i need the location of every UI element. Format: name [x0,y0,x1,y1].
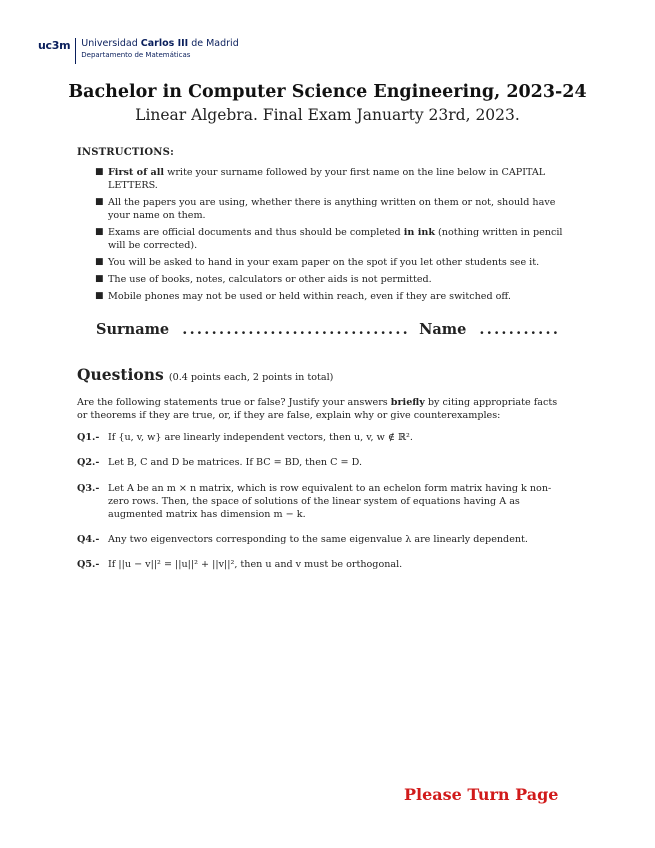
department-name: Departamento de Matemáticas [81,51,191,59]
bullet-icon: ■ [95,167,104,177]
surname-name-line [96,321,560,338]
instruction-item [95,290,570,303]
question-item [77,482,567,521]
questions-heading: Questions [77,365,164,384]
question-text: Any two eigenvectors corresponding to the same eigenvalue λ are linearly dependent. [108,534,528,545]
question-number: Q1.- [77,432,100,443]
instruction-text: All the papers you are using, whether there is anything written on them or not, should have your name on them. [108,197,556,221]
instruction-item [95,226,570,252]
please-turn-page: Please Turn Page [404,785,559,804]
instructions-list [95,166,570,307]
surname-field[interactable]: ............................... [182,321,411,338]
question-item [77,558,567,571]
instructions-heading: INSTRUCTIONS: [77,147,174,158]
logo-text [81,38,238,60]
university-name-bold: Carlos III [140,38,189,49]
exam-title: Bachelor in Computer Science Engineering, 2023-24 [68,82,587,102]
question-item [77,431,567,444]
question-number: Q3.- [77,483,100,494]
instruction-item [95,196,570,222]
instruction-text: Exams are official documents and thus should be completed [108,227,404,238]
bullet-icon: ■ [95,197,104,207]
question-item [77,533,567,546]
logo-mark: uc3m [38,39,71,52]
question-number: Q4.- [77,534,100,545]
surname-label: Surname [96,321,170,338]
university-name [81,38,238,50]
university-name-pre: Universidad [81,38,141,49]
questions-heading-row [77,365,333,384]
points-note: (0.4 points each, 2 points in total) [168,372,334,383]
question-text: Let A be an m × n matrix, which is row equivalent to an echelon form matrix having k non-zero rows. Then, the space of solutions of the linear system of equations having A as augmented matrix has dimension m − k. [108,483,552,520]
bullet-icon: ■ [95,227,104,237]
intro-text-bold: briefly [390,397,425,408]
instruction-item [95,256,570,269]
questions-intro [77,396,567,422]
question-number: Q5.- [77,559,100,570]
instruction-bold: in ink [403,227,435,238]
instruction-text: write your surname followed by your first name on the line below in CAPITAL LETTERS. [108,167,546,191]
bullet-icon: ■ [95,291,104,301]
question-number: Q2.- [77,457,100,468]
bullet-icon: ■ [95,257,104,267]
name-label: Name [419,321,467,338]
intro-text-pre: Are the following statements true or false? Justify your answers [77,397,391,408]
intro-text-post: by citing appropriate facts or theorems if they are true, or, if they are false, explain why or give counterexamples: [77,397,558,421]
instruction-bold: First of all [108,167,165,178]
instruction-item [95,166,570,192]
instruction-text-after: (nothing written in pencil will be corrected). [108,227,563,251]
instruction-text: Mobile phones may not be used or held within reach, even if they are switched off. [108,291,511,302]
question-text: If {u, v, w} are linearly independent vectors, then u, v, w ∉ ℝ². [108,432,413,443]
logo-divider [75,38,76,64]
instruction-text: The use of books, notes, calculators or other aids is not permitted. [108,274,432,285]
question-text: Let B, C and D be matrices. If BC = BD, then C = D. [108,457,363,468]
question-text: If ||u − v||² = ||u||² + ||v||², then u and v must be orthogonal. [108,559,403,570]
instruction-text: You will be asked to hand in your exam paper on the spot if you let other students see it. [108,257,540,268]
bullet-icon: ■ [95,274,104,284]
exam-subtitle: Linear Algebra. Final Exam Januarty 23rd, 2023. [135,106,520,124]
university-name-post: de Madrid [188,38,239,49]
question-item [77,456,567,469]
name-field[interactable]: ........... [479,321,561,338]
university-logo [38,38,239,64]
instruction-item [95,273,570,286]
